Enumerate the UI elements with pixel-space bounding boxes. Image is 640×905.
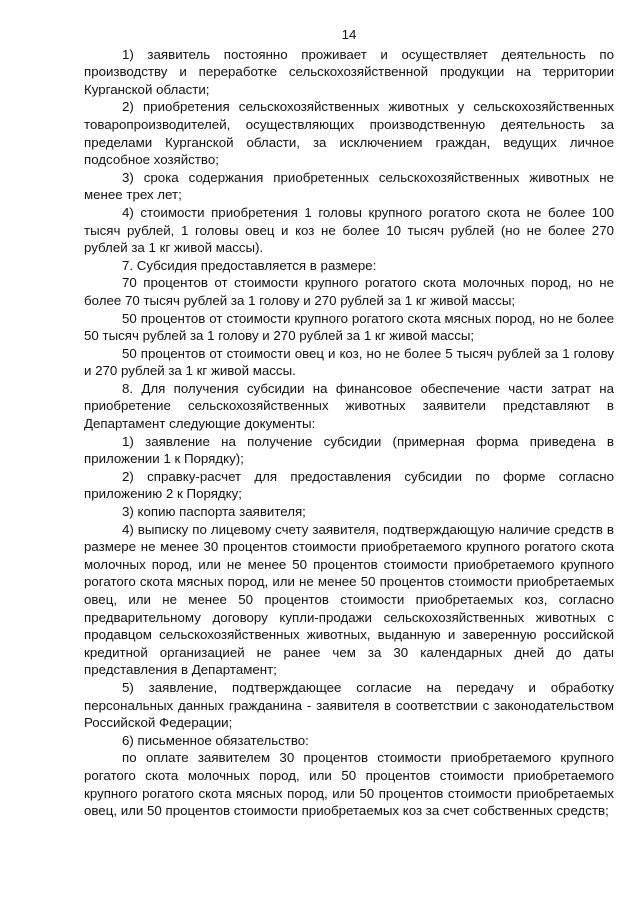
paragraph: 1) заявление на получение субсидии (примерная форма приведена в приложении 1 к Порядку); (84, 433, 614, 467)
paragraph: 7. Субсидия предоставляется в размере: (122, 257, 377, 273)
document-page (84, 26, 614, 820)
paragraph: 50 процентов от стоимости овец и коз, но не более 5 тысяч рублей за 1 голову и 270 рублей за 1 кг живой массы. (84, 345, 614, 379)
paragraph: 2) справку-расчет для предоставления субсидии по форме согласно приложению 2 к Порядку; (84, 468, 614, 502)
paragraph: 3) срока содержания приобретенных сельскохозяйственных животных не менее трех лет; (84, 169, 614, 203)
paragraph: 5) заявление, подтверждающее согласие на передачу и обработку персональных данных гражданина - заявителя в соответствии с законодательством Российской Федерации; (84, 679, 614, 731)
paragraph: 1) заявитель постоянно проживает и осуществляет деятельность по производству и переработке сельскохозяйственной продукции на территории Курганской области; (84, 46, 614, 97)
paragraph: 6) письменное обязательство: (122, 732, 309, 748)
paragraph: 2) приобретения сельскохозяйственных животных у сельскохозяйственных товаропроизводителей, осуществляющих производственную деятельность за пределами Курганской области, за исключением граждан, ведущих личное подсобное хозяйство; (84, 99, 614, 168)
paragraph: по оплате заявителем 30 процентов стоимости приобретаемого крупного рогатого скота молочных пород, или 50 процентов стоимости приобретаемого крупного рогатого скота мясных пород, или 50 процентов стоимости приобретаемых овец, или 50 процентов стоимости приобретаемых коз за счет собственных средств; (84, 750, 614, 819)
paragraph: 3) копию паспорта заявителя; (122, 504, 306, 520)
page-number: 14 (341, 27, 357, 42)
paragraph: 8. Для получения субсидии на финансовое обеспечение части затрат на приобретение сельскохозяйственных животных заявители представляют в Департамент следующие документы: (84, 380, 614, 432)
paragraph: 4) стоимости приобретения 1 головы крупного рогатого скота не более 100 тысяч рублей, 1 головы овец и коз не более 10 тысяч рублей (но не более 270 рублей за 1 кг живой массы). (84, 204, 614, 256)
paragraph: 50 процентов от стоимости крупного рогатого скота мясных пород, но не более 50 тысяч рублей за 1 голову и 270 рублей за 1 кг живой массы; (84, 310, 614, 344)
paragraph: 70 процентов от стоимости крупного рогатого скота молочных пород, но не более 70 тысяч рублей за 1 голову и 270 рублей за 1 кг живой массы; (84, 275, 614, 308)
paragraph: 4) выписку по лицевому счету заявителя, подтверждающую наличие средств в размере не менее 30 процентов стоимости приобретаемого крупного рогатого скота молочных пород, или не менее 50 процентов стоимости приобретаемого крупного рогатого скота мясных пород, или не менее 50 процентов стоимости приобретаемых овец, или не менее 50 процентов стоимости приобретаемых коз, согласно предварительному договору купли-продажи сельскохозяйственных животных с продавцом сельскохозяйственных животных, выданную и заверенную российской кредитной организацией не ранее чем за 30 календарных дней до даты представления в Департамент; (84, 521, 614, 678)
